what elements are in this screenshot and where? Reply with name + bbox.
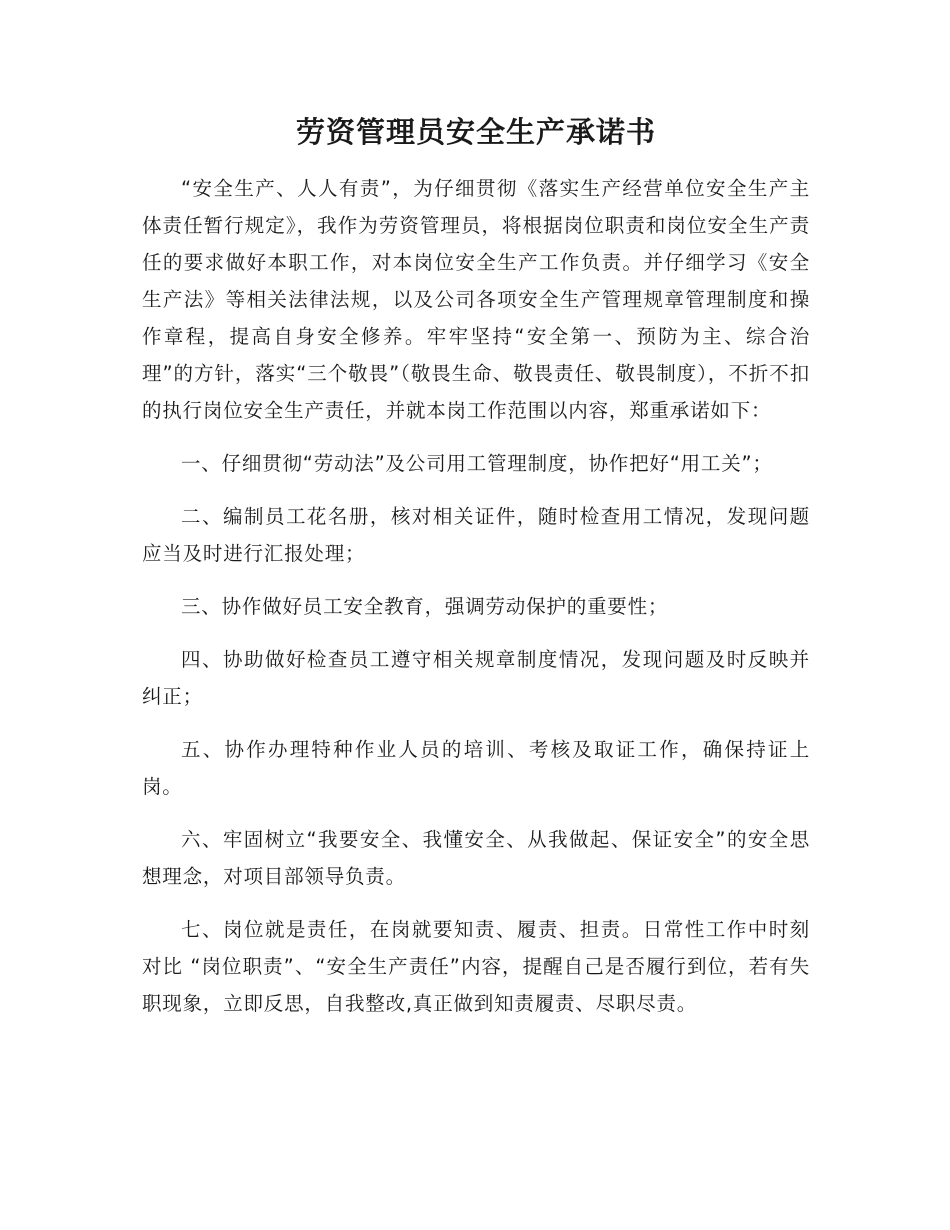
commitment-item-5: 五、协作办理特种作业人员的培训、考核及取证工作，确保持证上岗。 — [142, 738, 810, 798]
document-page — [142, 108, 810, 1038]
commitment-item-3: 三、协作做好员工安全教育，强调劳动保护的重要性； — [181, 595, 669, 618]
commitment-item-4: 四、协助做好检查员工遵守相关规章制度情况，发现问题及时反映并纠正； — [142, 648, 810, 708]
document-title: 劳资管理员安全生产承诺书 — [295, 115, 656, 149]
commitment-item-7: 七、岗位就是责任，在岗就要知责、履责、担责。日常性工作中时刻对比 “岗位职责”、“安全生产责任”内容，提醒自己是否履行到位，若有失职现象，立即反思，自我整改,真正做到知责履责、尽职尽责。 — [142, 918, 810, 1015]
commitment-item-1: 一、仔细贯彻“劳动法”及公司用工管理制度，协作把好“用工关”； — [181, 452, 773, 475]
commitment-item-6: 六、牢固树立“我要安全、我懂安全、从我做起、保证安全”的安全思想理念，对项目部领导负责。 — [142, 828, 810, 888]
commitment-item-2: 二、编制员工花名册，核对相关证件，随时检查用工情况，发现问题应当及时进行汇报处理； — [142, 505, 810, 565]
intro-paragraph: “安全生产、人人有责”，为仔细贯彻《落实生产经营单位安全生产主体责任暂行规定》，我作为劳资管理员，将根据岗位职责和岗位安全生产责任的要求做好本职工作，对本岗位安全生产工作负责。并仔细学习《安全生产法》等相关法律法规，以及公司各项安全生产管理规章管理制度和操作章程，提高自身安全修养。牢牢坚持“安全第一、预防为主、综合治理”的方针，落实“三个敬畏”（敬畏生命、敬畏责任、敬畏制度），不折不扣的执行岗位安全生产责任，并就本岗工作范围以内容，郑重承诺如下： — [142, 177, 810, 422]
